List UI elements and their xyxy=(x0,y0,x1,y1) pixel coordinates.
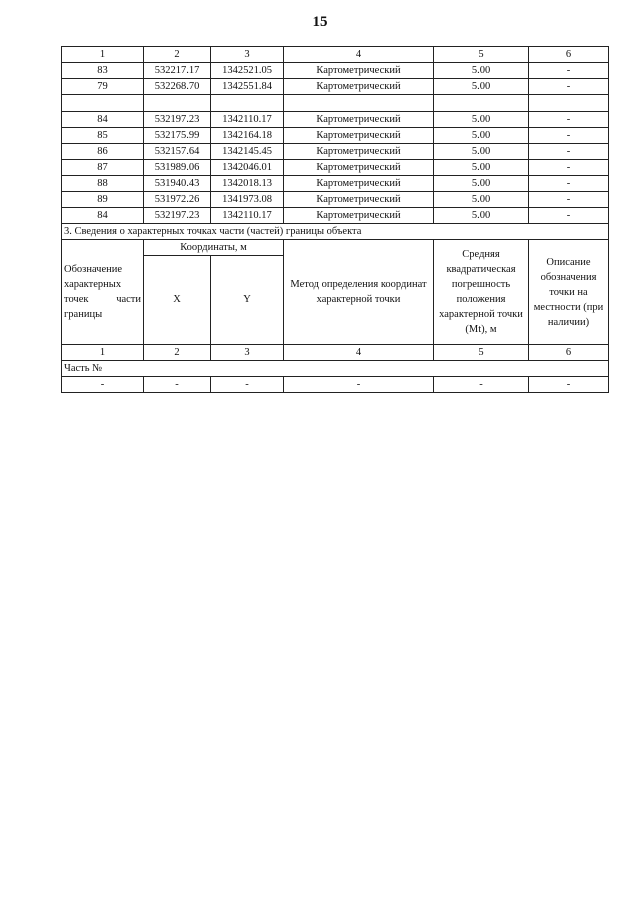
header-cell: 4 xyxy=(284,47,434,63)
description: - xyxy=(529,192,609,208)
method: Картометрический xyxy=(284,144,434,160)
table-row xyxy=(62,377,609,393)
section-title: 3. Сведения о характерных точках части (частей) границы объекта xyxy=(62,224,609,240)
coord-x: 531989.06 xyxy=(144,160,211,176)
point-id: 84 xyxy=(62,112,144,128)
description: - xyxy=(529,208,609,224)
table-row xyxy=(62,79,609,95)
point-id: 88 xyxy=(62,176,144,192)
header-cell: 5 xyxy=(434,345,529,361)
table-row xyxy=(62,128,609,144)
description: - xyxy=(529,112,609,128)
error: 5.00 xyxy=(434,128,529,144)
table-row xyxy=(62,176,609,192)
coord-y: 1342018.13 xyxy=(211,176,284,192)
page-number: 15 xyxy=(312,14,328,30)
empty-cell: - xyxy=(62,377,144,393)
error: 5.00 xyxy=(434,160,529,176)
table-row xyxy=(62,160,609,176)
coord-y: 1342046.01 xyxy=(211,160,284,176)
empty-cell: - xyxy=(529,377,609,393)
header-cell: 3 xyxy=(211,47,284,63)
table-row xyxy=(62,112,609,128)
error: 5.00 xyxy=(434,79,529,95)
y-header: Y xyxy=(211,256,284,345)
method: Картометрический xyxy=(284,63,434,79)
error: 5.00 xyxy=(434,144,529,160)
coord-y: 1342145.45 xyxy=(211,144,284,160)
section-title-row xyxy=(62,224,609,240)
x-header: X xyxy=(144,256,211,345)
description: - xyxy=(529,63,609,79)
coord-x: 531940.43 xyxy=(144,176,211,192)
coords-header: Координаты, м xyxy=(144,240,284,256)
method: Картометрический xyxy=(284,79,434,95)
method: Картометрический xyxy=(284,160,434,176)
coordinates-table xyxy=(61,46,609,393)
method: Картометрический xyxy=(284,128,434,144)
coord-x: 532217.17 xyxy=(144,63,211,79)
blank-row xyxy=(62,95,609,112)
description: - xyxy=(529,176,609,192)
method: Картометрический xyxy=(284,192,434,208)
point-id: 85 xyxy=(62,128,144,144)
header-cell: 5 xyxy=(434,47,529,63)
coord-y: 1342110.17 xyxy=(211,112,284,128)
header-cell: 6 xyxy=(529,47,609,63)
header-cell: 1 xyxy=(62,345,144,361)
method: Картометрический xyxy=(284,208,434,224)
point-id: 83 xyxy=(62,63,144,79)
table-row xyxy=(62,208,609,224)
header-cell: 3 xyxy=(211,345,284,361)
point-id: 87 xyxy=(62,160,144,176)
point-id: 84 xyxy=(62,208,144,224)
coord-x: 532268.70 xyxy=(144,79,211,95)
description: - xyxy=(529,79,609,95)
header-cell: 1 xyxy=(62,47,144,63)
header-cell: 6 xyxy=(529,345,609,361)
coord-y: 1342521.05 xyxy=(211,63,284,79)
empty-cell: - xyxy=(434,377,529,393)
error: 5.00 xyxy=(434,208,529,224)
coord-y: 1342110.17 xyxy=(211,208,284,224)
point-id: 89 xyxy=(62,192,144,208)
part-row xyxy=(62,361,609,377)
empty-cell: - xyxy=(284,377,434,393)
method: Картометрический xyxy=(284,112,434,128)
header-cell: 2 xyxy=(144,345,211,361)
header-cell: 2 xyxy=(144,47,211,63)
point-id: 79 xyxy=(62,79,144,95)
coord-x: 531972.26 xyxy=(144,192,211,208)
table-row xyxy=(62,192,609,208)
coord-x: 532197.23 xyxy=(144,112,211,128)
method-header: Метод определения координат характерной точки xyxy=(284,240,434,345)
error-header: Средняя квадратическая погрешность положения характерной точки (Mt), м xyxy=(434,240,529,345)
section-header-row xyxy=(62,240,609,256)
error: 5.00 xyxy=(434,176,529,192)
table-header-row xyxy=(62,47,609,63)
header-cell: 4 xyxy=(284,345,434,361)
part-label: Часть № xyxy=(62,361,609,377)
description: - xyxy=(529,144,609,160)
point-label-header: Обозначение характерных точек части границы xyxy=(62,240,144,345)
description: - xyxy=(529,160,609,176)
description: - xyxy=(529,128,609,144)
error: 5.00 xyxy=(434,112,529,128)
table-row xyxy=(62,63,609,79)
empty-cell: - xyxy=(144,377,211,393)
section-number-row xyxy=(62,345,609,361)
empty-cell: - xyxy=(211,377,284,393)
coord-x: 532175.99 xyxy=(144,128,211,144)
method: Картометрический xyxy=(284,176,434,192)
error: 5.00 xyxy=(434,63,529,79)
error: 5.00 xyxy=(434,192,529,208)
coord-x: 532197.23 xyxy=(144,208,211,224)
coord-x: 532157.64 xyxy=(144,144,211,160)
coord-y: 1341973.08 xyxy=(211,192,284,208)
coord-y: 1342551.84 xyxy=(211,79,284,95)
coord-y: 1342164.18 xyxy=(211,128,284,144)
table-row xyxy=(62,144,609,160)
description-header: Описание обозначения точки на местности (при наличии) xyxy=(529,240,609,345)
point-id: 86 xyxy=(62,144,144,160)
